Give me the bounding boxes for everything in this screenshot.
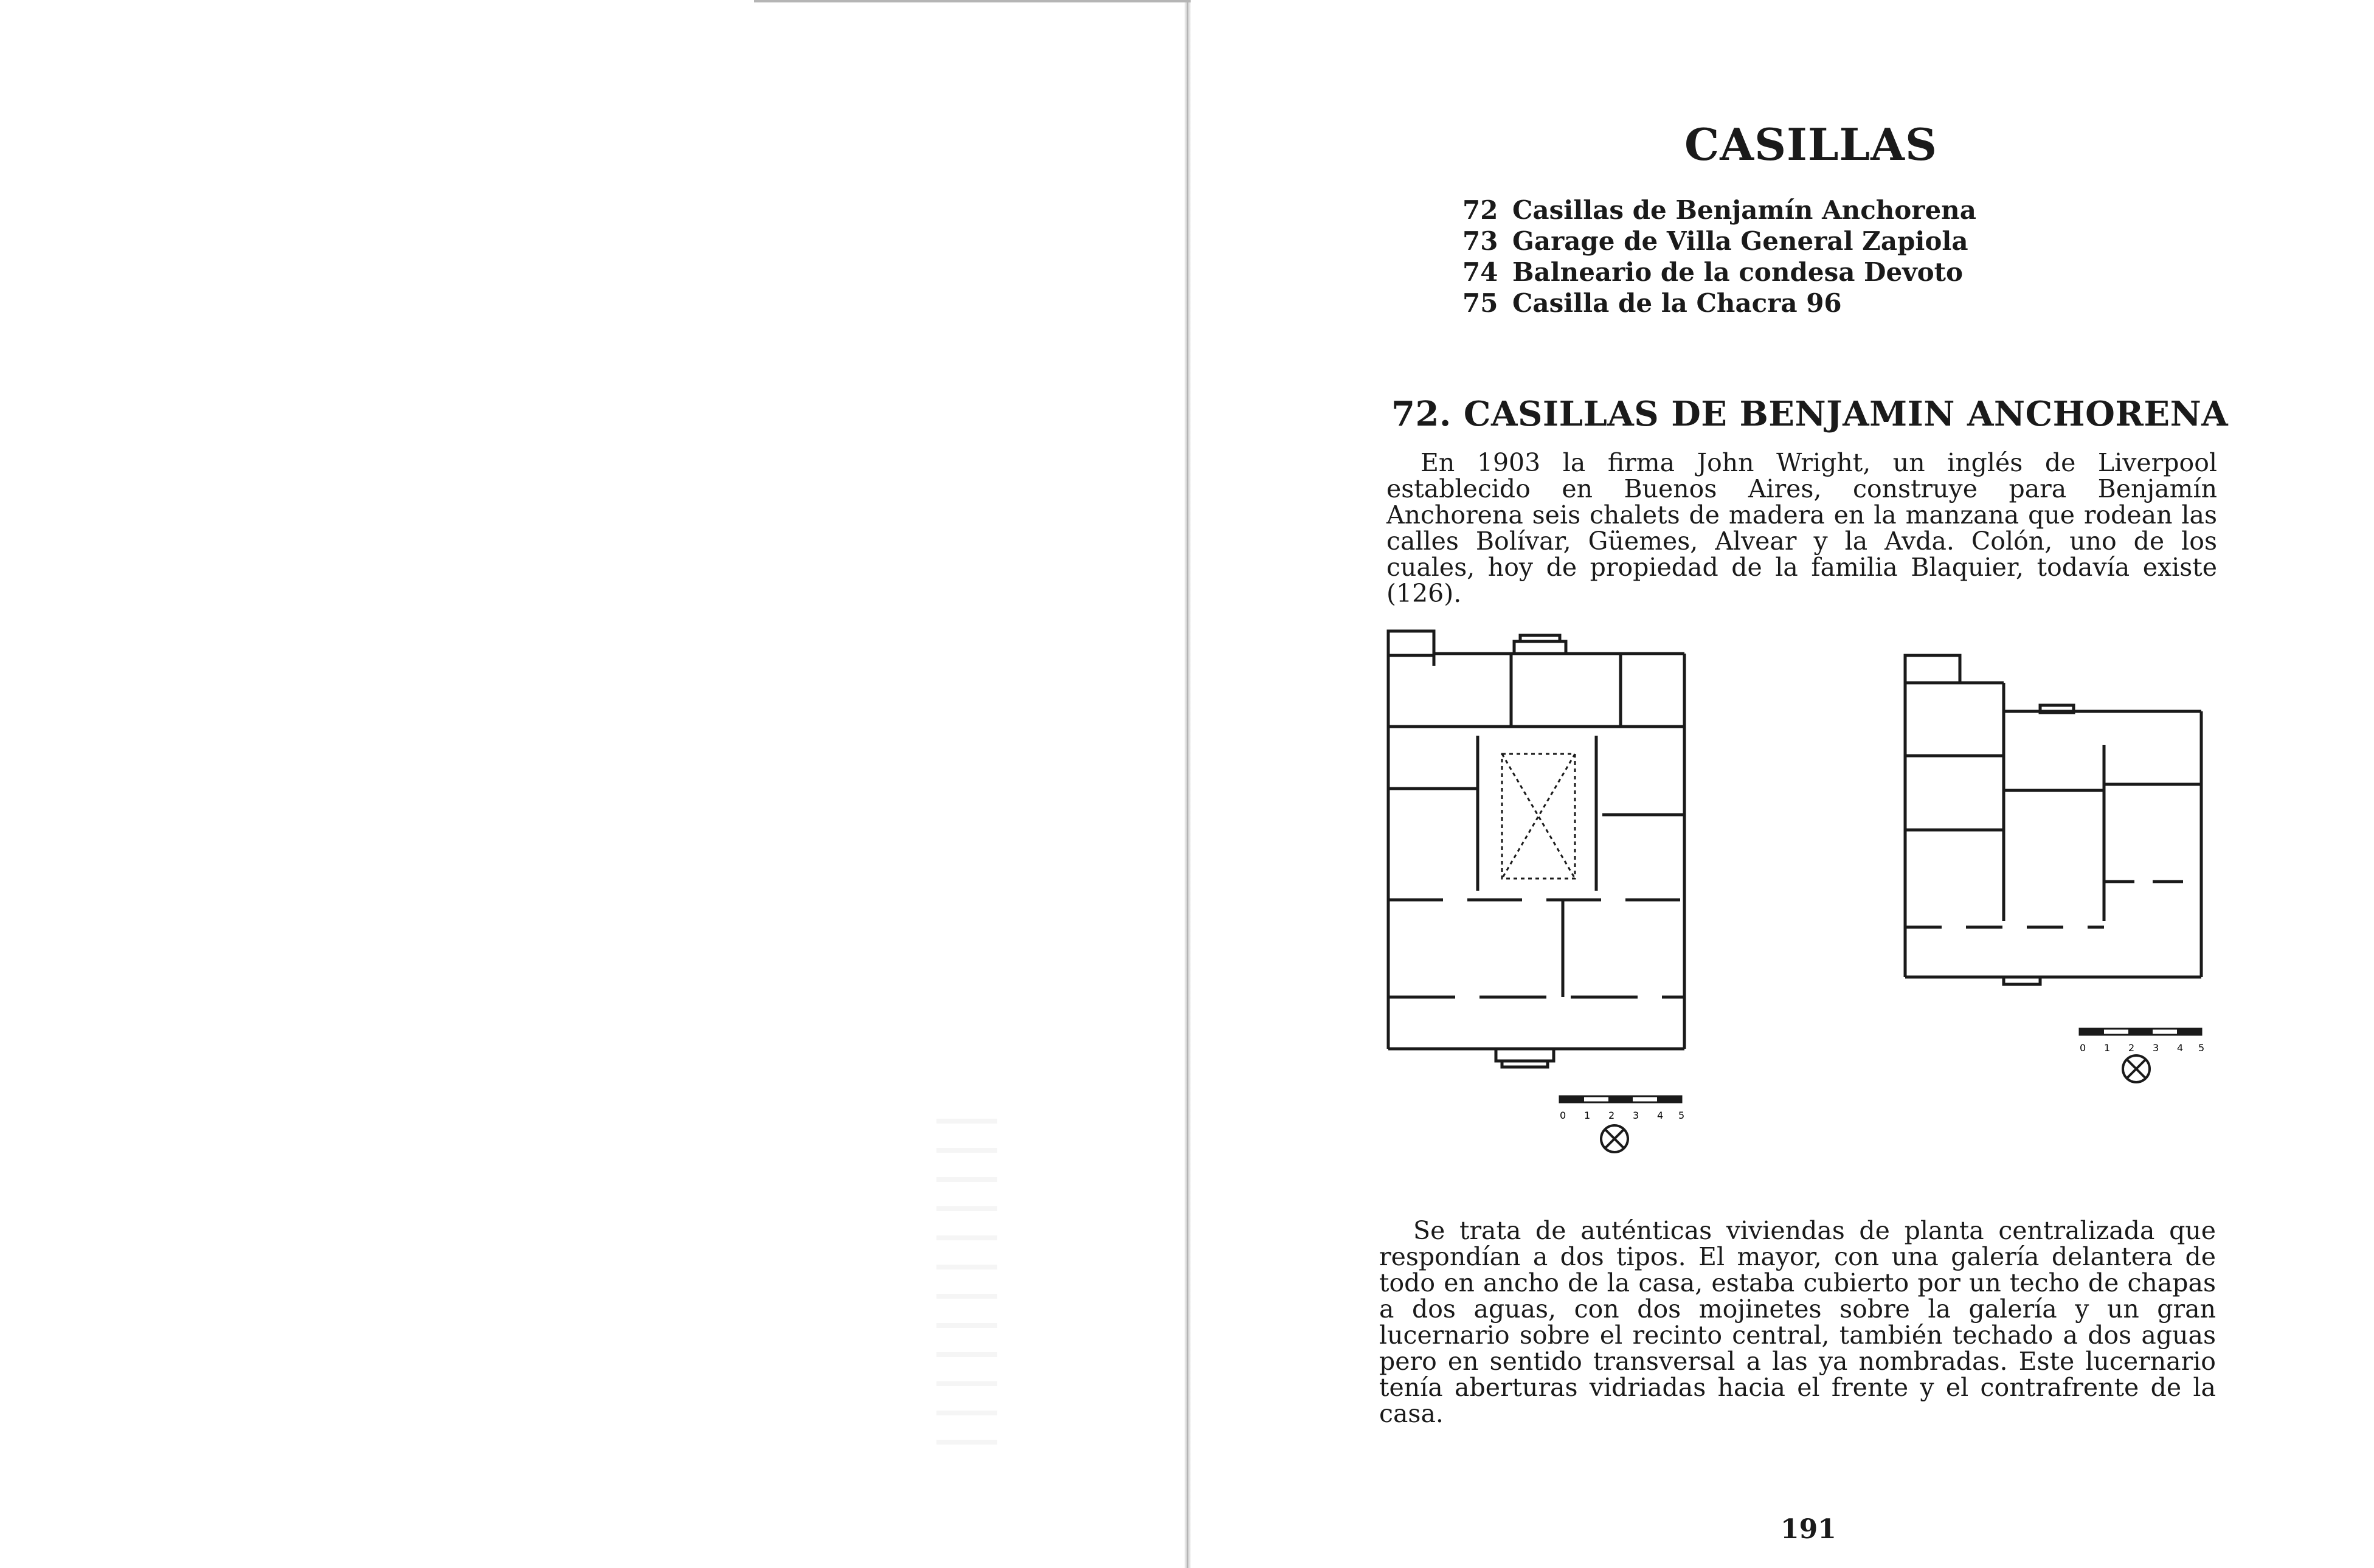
scale-label: 1 bbox=[1584, 1110, 1591, 1121]
left-page-blank bbox=[0, 0, 1186, 1568]
floor-plan-large bbox=[1386, 629, 1703, 1164]
scale-label: 3 bbox=[1633, 1110, 1639, 1121]
section-title: 72. CASILLAS DE BENJAMIN ANCHORENA bbox=[1391, 394, 2229, 434]
floor-plan-small-drawing bbox=[1903, 654, 2220, 1091]
scale-label: 4 bbox=[2177, 1042, 2184, 1054]
scan-artifact bbox=[936, 1094, 997, 1459]
toc-entry bbox=[1462, 226, 1976, 257]
page-number: 191 bbox=[1781, 1514, 1836, 1545]
toc-label: Balneario de la condesa Devoto bbox=[1512, 257, 1964, 287]
toc-label: Casillas de Benjamín Anchorena bbox=[1512, 195, 1976, 225]
toc-number: 75 bbox=[1462, 288, 1498, 318]
scale-bar-large bbox=[1560, 1096, 1684, 1121]
north-arrow-icon bbox=[2123, 1055, 2150, 1082]
chapter-heading: CASILLAS bbox=[1684, 119, 1937, 170]
scale-label: 5 bbox=[1678, 1110, 1685, 1121]
floor-plan-small bbox=[1903, 654, 2220, 1091]
toc-number: 72 bbox=[1462, 195, 1498, 225]
toc-entry bbox=[1462, 257, 1976, 288]
north-arrow-icon bbox=[1601, 1125, 1628, 1152]
scale-bar-small bbox=[2080, 1029, 2204, 1054]
toc-entry bbox=[1462, 288, 1976, 319]
scale-label: 3 bbox=[2153, 1042, 2159, 1054]
table-of-contents bbox=[1462, 195, 1976, 319]
scale-label: 0 bbox=[1560, 1110, 1566, 1121]
scale-label: 2 bbox=[2128, 1042, 2135, 1054]
toc-entry bbox=[1462, 195, 1976, 226]
book-gutter bbox=[1185, 0, 1191, 1568]
scale-label: 2 bbox=[1608, 1110, 1615, 1121]
scale-label: 1 bbox=[2104, 1042, 2111, 1054]
toc-label: Garage de Villa General Zapiola bbox=[1512, 226, 1968, 256]
scale-label: 0 bbox=[2080, 1042, 2086, 1054]
body-paragraph-2: Se trata de auténticas viviendas de planta centralizada que respondían a dos tipos. El mayor, con una galería delantera de todo en ancho de la casa, estaba cubierto por un techo de chapas a dos aguas, con dos mojinetes sobre la galería y un gran lucernario sobre el recinto central, también techado a dos aguas pero en sentido transversal a las ya nombradas. Este lucernario tenía aberturas vidriadas hacia el frente y el contrafrente de la casa. bbox=[1379, 1216, 2216, 1428]
body-paragraph-1: En 1903 la firma John Wright, un inglés de Liverpool establecido en Buenos Aires, construye para Benjamín Anchorena seis chalets de madera en la manzana que rodean las calles Bolívar, Güemes, Alvear y la Avda. Colón, uno de los cuales, hoy de propiedad de la familia Blaquier, todavía existe (126). bbox=[1386, 448, 2217, 608]
scale-label: 5 bbox=[2198, 1042, 2205, 1054]
floor-plan-large-drawing bbox=[1386, 629, 1703, 1164]
toc-label: Casilla de la Chacra 96 bbox=[1512, 288, 1842, 318]
toc-number: 73 bbox=[1462, 226, 1498, 256]
toc-number: 74 bbox=[1462, 257, 1498, 287]
scale-label: 4 bbox=[1657, 1110, 1664, 1121]
